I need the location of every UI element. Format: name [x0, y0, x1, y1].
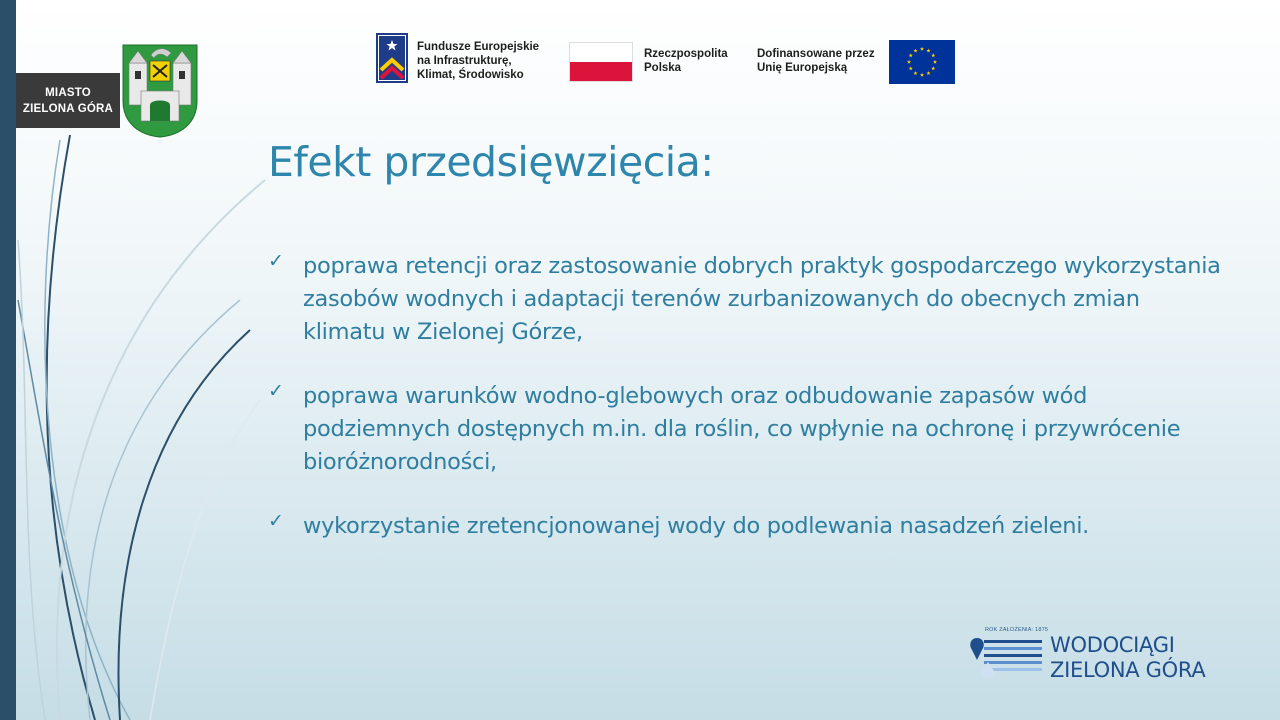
poland-flag-icon — [569, 42, 633, 82]
city-label-line1: MIASTO — [45, 86, 91, 99]
list-item — [268, 510, 1228, 543]
wodociagi-logo-icon — [968, 627, 1049, 680]
city-label — [16, 73, 120, 128]
fundusze-europejskie-text — [417, 40, 539, 82]
pl-line: Polska — [644, 62, 682, 74]
wodociagi-name — [1050, 633, 1205, 683]
fe-line: Fundusze Europejskie — [417, 41, 540, 53]
rzeczpospolita-text — [644, 47, 728, 75]
fe-line: Klimat, Środowisko — [417, 69, 524, 81]
list-item — [268, 250, 1228, 349]
coat-of-arms-icon — [121, 43, 199, 138]
checkmark-icon: ✓ — [268, 380, 284, 402]
page-title: Efekt przedsięwzięcia: — [268, 138, 714, 186]
list-item-text: poprawa warunków wodno-glebowych oraz odbudowanie zapasów wód podziemnych dostępnych m.in. dla roślin, co wpłynie na ochronę i przywrócenie bioróżnorodności, — [303, 383, 1181, 475]
wodociagi-founded-text: ROK ZAŁOŻENIA: 1875 — [985, 627, 1049, 633]
effects-list — [268, 250, 1228, 574]
list-item-text: wykorzystanie zretencjonowanej wody do podlewania nasadzeń zieleni. — [303, 513, 1090, 539]
checkmark-icon: ✓ — [268, 250, 284, 272]
fe-line: na Infrastrukturę, — [417, 55, 512, 67]
wodociagi-line1: WODOCIĄGI — [1050, 633, 1175, 657]
eu-cofinancing-text — [757, 47, 875, 75]
fundusze-europejskie-logo — [375, 30, 409, 86]
list-item — [268, 380, 1228, 479]
list-item-text: poprawa retencji oraz zastosowanie dobrych praktyk gospodarczego wykorzystania zasobów wodnych i adaptacji terenów zurbanizowanych do obecnych zmian klimatu w Zielonej Górze, — [303, 253, 1221, 345]
eu-line: Dofinansowane przez — [757, 48, 875, 60]
eu-flag-icon — [889, 40, 955, 84]
eu-line: Unię Europejską — [757, 62, 848, 74]
checkmark-icon: ✓ — [268, 510, 284, 532]
wodociagi-line2: ZIELONA GÓRA — [1050, 658, 1206, 682]
pl-line: Rzeczpospolita — [644, 48, 728, 60]
city-label-line2: ZIELONA GÓRA — [22, 102, 114, 115]
